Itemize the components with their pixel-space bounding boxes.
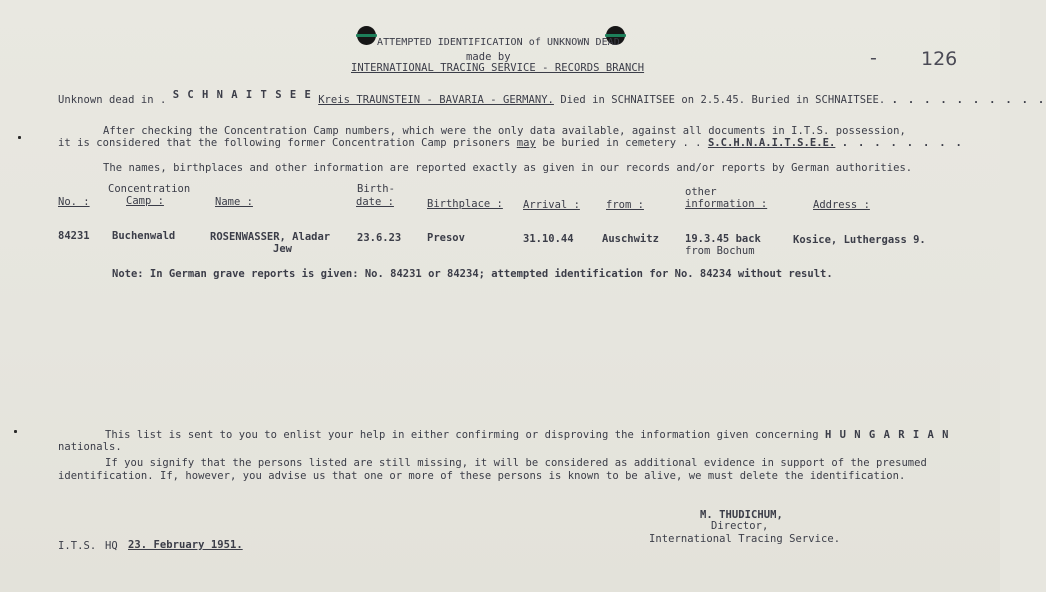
- closing-p2-line1: If you signify that the persons listed are still missing, it will be considered as additional evidence in support of the presumed: [105, 457, 927, 469]
- col-header-from: from :: [606, 199, 644, 211]
- paragraph-check-line2: [58, 137, 964, 149]
- header-made-by: made by: [466, 51, 511, 63]
- col-header-birth-top: Birth-: [357, 183, 395, 195]
- header-organization: INTERNATIONAL TRACING SERVICE - RECORDS BRANCH: [351, 62, 645, 74]
- paragraph-names: The names, birthplaces and other information are reported exactly as given in our records and/or reports by German authorities.: [103, 162, 913, 174]
- intro-prefix: Unknown dead in .: [58, 94, 167, 106]
- page-number: 126: [921, 48, 958, 70]
- margin-mark: [14, 430, 17, 433]
- row-other-line1: 19.3.45 back: [685, 233, 761, 245]
- signer-title: Director,: [711, 520, 769, 532]
- col-header-camp-top: Concentration: [108, 183, 191, 195]
- paragraph-check-line1: After checking the Concentration Camp numbers, which were the only data available, against all documents in I.T.S. possession,: [103, 125, 906, 137]
- col-header-arrival: Arrival :: [523, 199, 580, 211]
- col-header-name: Name :: [215, 196, 253, 208]
- closing-p1-line1: [105, 429, 949, 441]
- footer-date: 23. February 1951.: [128, 539, 243, 551]
- col-header-address: Address :: [813, 199, 870, 211]
- col-header-other: information :: [685, 198, 768, 210]
- intro-trail: . . . . . . . . . .: [891, 94, 1046, 106]
- signer-name: M. THUDICHUM,: [700, 509, 783, 521]
- row-birthplace: Presov: [427, 232, 465, 244]
- row-other-line2: from Bochum: [685, 245, 755, 257]
- intro-line: [58, 89, 1046, 106]
- intro-location: S C H N A I T S E E: [172, 89, 312, 101]
- para1-mid: be buried in cemetery . .: [542, 137, 702, 149]
- col-header-no: No. :: [58, 196, 90, 208]
- signer-organization: International Tracing Service.: [649, 533, 841, 545]
- row-from: Auschwitz: [602, 233, 659, 245]
- intro-died: Died in SCHNAITSEE on 2.5.45. Buried in SCHNAITSEE.: [560, 94, 886, 106]
- para1-may: may: [516, 137, 536, 149]
- col-header-other-top: other: [685, 186, 717, 198]
- closing-p2-line2: identification. If, however, you advise us that one or more of these persons is known to be alive, we must delete the identification.: [58, 470, 906, 482]
- footer-its: I.T.S.: [58, 540, 97, 552]
- row-birthdate: 23.6.23: [357, 232, 402, 244]
- col-header-birthdate: date :: [356, 196, 394, 208]
- punch-hole-left: [357, 26, 376, 45]
- row-no: 84231: [58, 230, 90, 242]
- col-header-camp: Camp :: [126, 195, 164, 207]
- row-arrival: 31.10.44: [523, 233, 574, 245]
- page-dash: -: [870, 47, 877, 69]
- closing-p1-line2: nationals.: [58, 441, 122, 453]
- closing-nationality: H U N G A R I A N: [825, 429, 950, 441]
- footer-hq: HQ: [105, 540, 118, 552]
- closing-p1-text: This list is sent to you to enlist your help in either confirming or disproving the information given concerning: [105, 429, 819, 441]
- row-address: Kosice, Luthergass 9.: [793, 234, 926, 246]
- para1-trail: . . . . . . . .: [841, 137, 964, 149]
- margin-mark: [18, 136, 21, 139]
- grave-report-note: Note: In German grave reports is given: No. 84231 or 84234; attempted identification for No. 84234 without result.: [112, 268, 833, 280]
- intro-kreis: Kreis TRAUNSTEIN - BAVARIA - GERMANY.: [318, 94, 554, 106]
- row-name: ROSENWASSER, Aladar: [210, 231, 331, 243]
- para1-cemetery: S.C.H.N.A.I.T.S.E.E.: [707, 137, 836, 149]
- row-name-note: Jew: [273, 243, 292, 255]
- col-header-birthplace: Birthplace :: [427, 198, 503, 210]
- row-camp: Buchenwald: [112, 230, 176, 242]
- header-title: ATTEMPTED IDENTIFICATION of UNKNOWN DEAD: [377, 37, 620, 48]
- para1-start: it is considered that the following former Concentration Camp prisoners: [58, 137, 511, 149]
